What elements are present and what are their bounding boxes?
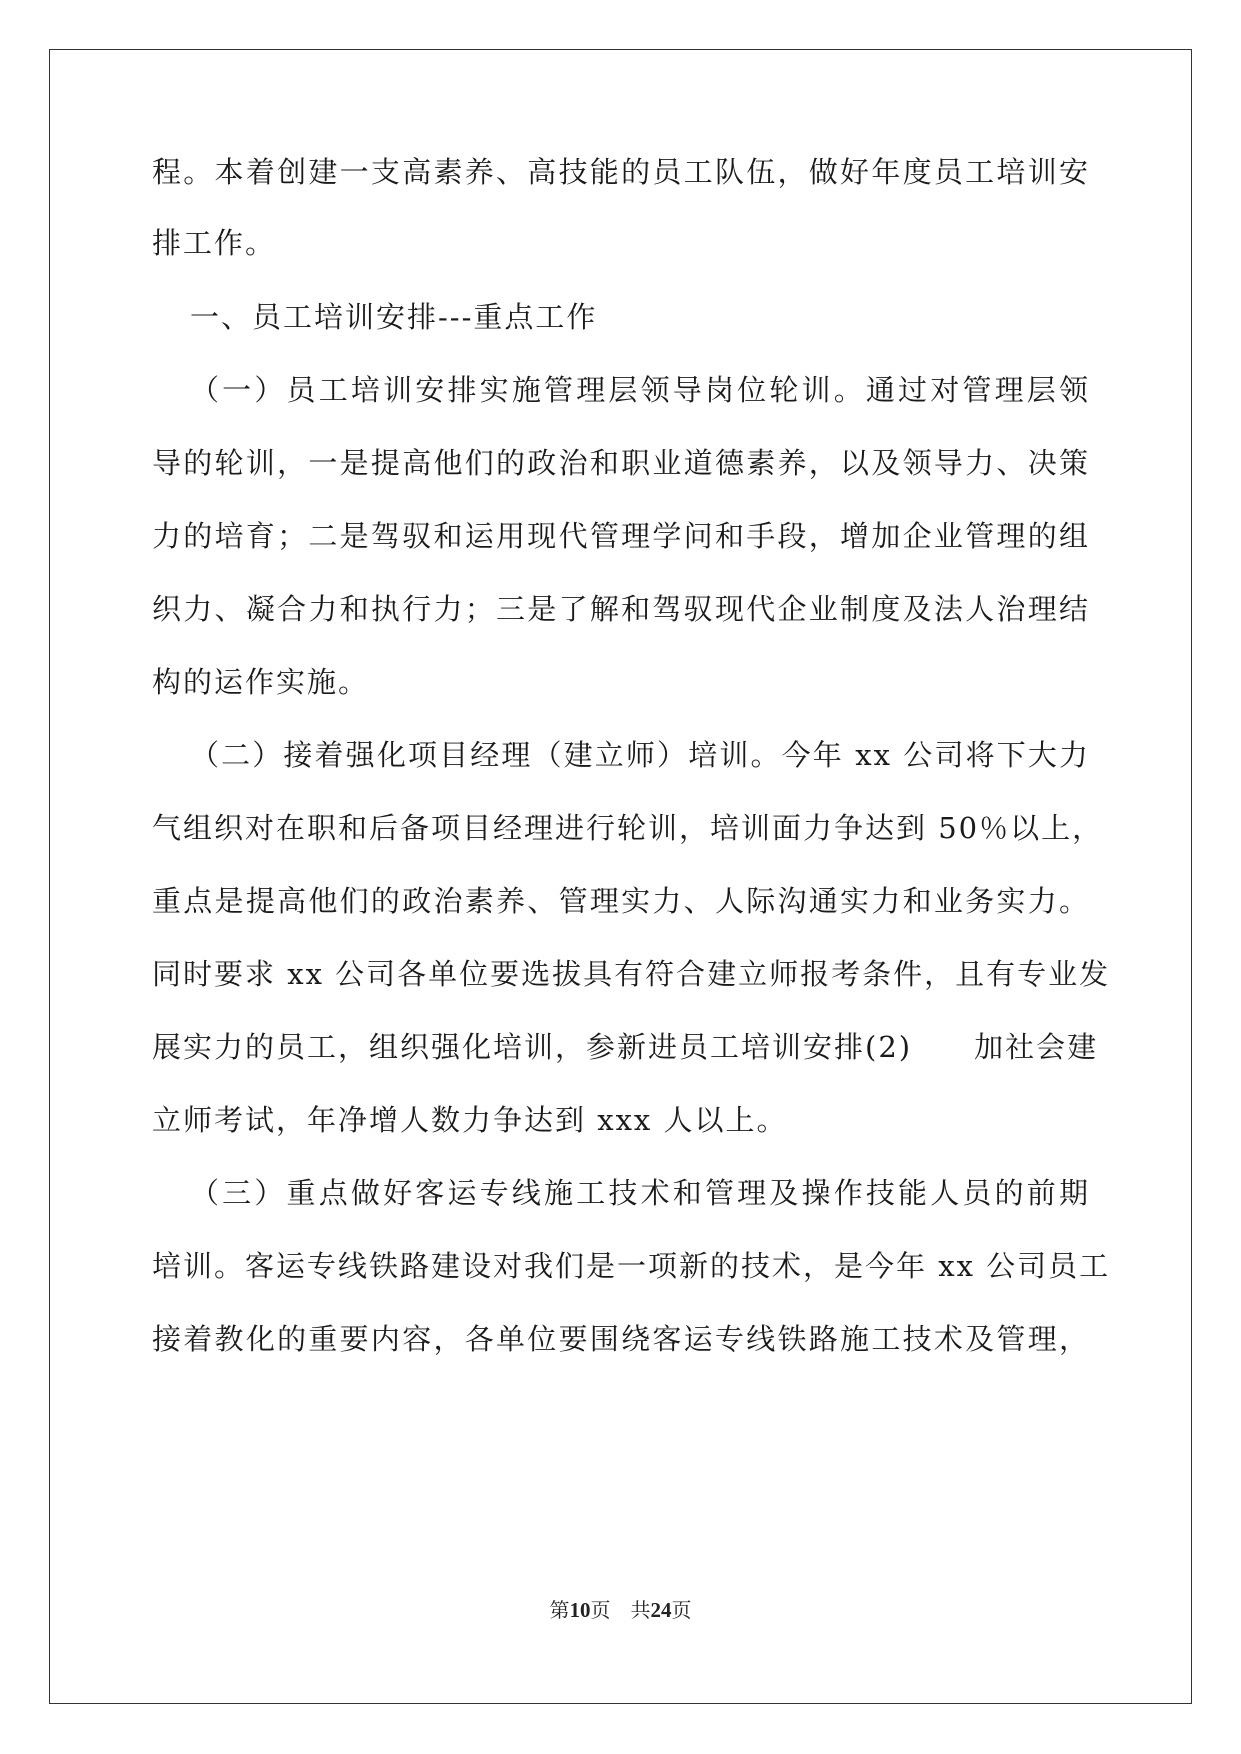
footer-total-pages: 24: [650, 1598, 672, 1622]
body-text-line: 气组织对在职和后备项目经理进行轮训，培训面力争达到 50％以上，: [152, 811, 1104, 845]
body-text-line: 重点是提高他们的政治素养、管理实力、人际沟通实力和业务实力。: [152, 884, 1090, 918]
page-footer: [0, 1597, 1241, 1623]
footer-suffix: 页: [671, 1598, 692, 1622]
body-text-line: 培训。客运专线铁路建设对我们是一项新的技术，是今年 xx 公司员工: [152, 1249, 1111, 1283]
body-text-line: 织力、凝合力和执行力；三是了解和驾驭现代企业制度及法人治理结: [152, 592, 1090, 626]
body-text-line: 立师考试，年净增人数力争达到 xxx 人以上。: [152, 1103, 788, 1137]
body-text-line: 构的运作实施。: [152, 665, 370, 699]
section-heading: 一、员工培训安排---重点工作: [190, 300, 598, 334]
body-text-line: 排工作。: [152, 226, 277, 260]
body-text-line: 同时要求 xx 公司各单位要选拔具有符合建立师报考条件，且有专业发: [152, 957, 1111, 991]
body-text-line: 展实力的员工，组织强化培训，参新进员工培训安排(2) 加社会建: [152, 1030, 1099, 1064]
body-text-line: 程。本着创建一支高素养、高技能的员工队伍，做好年度员工培训安: [152, 155, 1090, 189]
footer-current-page: 10: [569, 1598, 591, 1622]
body-text-line: （一）员工培训安排实施管理层领导岗位轮训。通过对管理层领: [190, 373, 1090, 407]
footer-middle: 页 共: [590, 1598, 651, 1622]
body-text-line: （三）重点做好客运专线施工技术和管理及操作技能人员的前期: [190, 1176, 1090, 1210]
footer-prefix: 第: [549, 1598, 570, 1622]
body-text-line: 导的轮训，一是提高他们的政治和职业道德素养，以及领导力、决策: [152, 446, 1090, 480]
body-text-line: （二）接着强化项目经理（建立师）培训。今年 xx 公司将下大力: [190, 738, 1090, 772]
body-text-line: 力的培育；二是驾驭和运用现代管理学问和手段，增加企业管理的组: [152, 519, 1090, 553]
body-text-line: 接着教化的重要内容，各单位要围绕客运专线铁路施工技术及管理，: [152, 1322, 1090, 1356]
